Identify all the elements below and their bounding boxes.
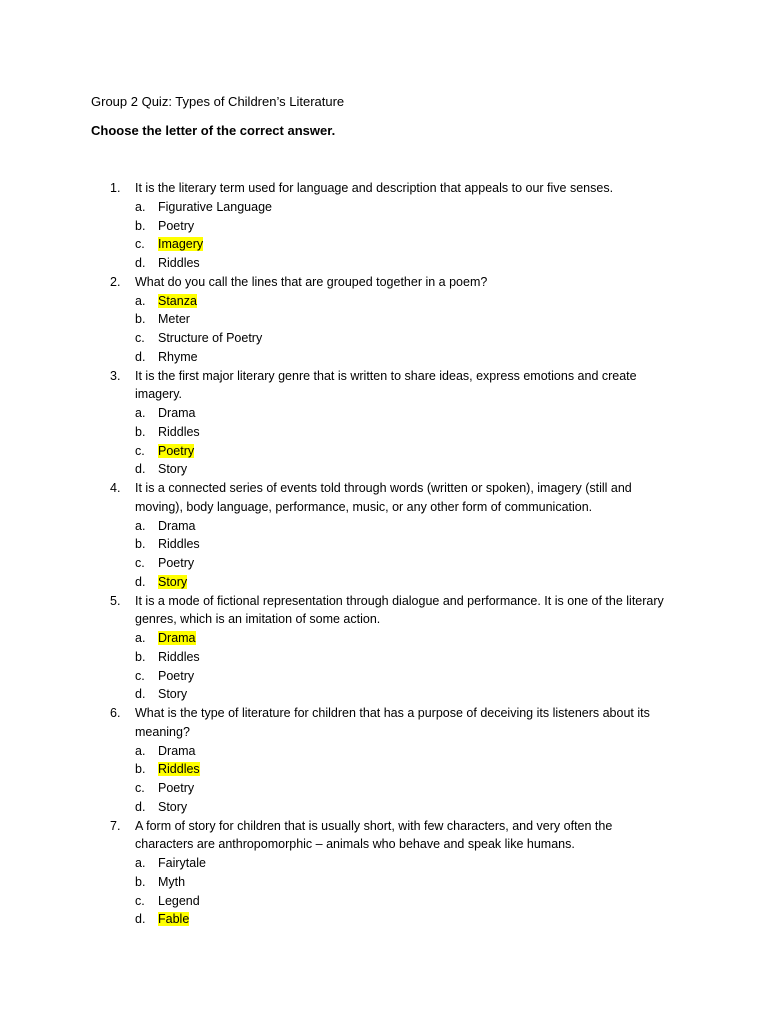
- answer-option: [135, 517, 670, 536]
- answer-options: [135, 854, 670, 929]
- question-item: [110, 704, 670, 817]
- answer-option: [135, 779, 670, 798]
- answer-option: [135, 292, 670, 311]
- correct-answer-highlight: Fable: [158, 912, 190, 927]
- question-number: 4.: [110, 481, 121, 495]
- question-item: [110, 367, 670, 480]
- question-text: It is the first major literary genre that is written to share ideas, express emotions and create imagery.: [135, 368, 637, 402]
- option-text: Poetry: [158, 218, 195, 233]
- option-letter: d.: [135, 687, 146, 702]
- option-letter: b.: [135, 649, 146, 664]
- option-letter: c.: [135, 668, 145, 683]
- option-letter: c.: [135, 893, 145, 908]
- option-letter: b.: [135, 218, 146, 233]
- option-text: Riddles: [158, 537, 200, 552]
- correct-answer-highlight: Riddles: [158, 762, 200, 777]
- question-item: [110, 179, 670, 273]
- option-letter: b.: [135, 312, 146, 327]
- option-letter: d.: [135, 912, 146, 927]
- answer-option: [135, 648, 670, 667]
- answer-options: [135, 629, 670, 704]
- answer-option: [135, 348, 670, 367]
- option-text: Poetry: [158, 781, 195, 795]
- correct-answer-highlight: Story: [158, 574, 188, 589]
- answer-option: [135, 685, 670, 704]
- answer-option: [135, 217, 670, 236]
- option-text: Poetry: [158, 556, 195, 570]
- option-text: Poetry: [158, 668, 195, 683]
- answer-option: [135, 460, 670, 479]
- option-letter: c.: [135, 781, 145, 795]
- option-letter: d.: [135, 256, 146, 270]
- question-item: [110, 817, 670, 930]
- answer-option: [135, 892, 670, 911]
- answer-option: [135, 310, 670, 329]
- option-letter: b.: [135, 874, 146, 889]
- correct-answer-highlight: Imagery: [158, 237, 204, 252]
- question-item: [110, 479, 670, 592]
- option-text: Riddles: [158, 649, 200, 664]
- answer-options: [135, 198, 670, 273]
- answer-option: [135, 235, 670, 254]
- option-text: Drama: [158, 743, 196, 758]
- answer-options: [135, 404, 670, 479]
- option-text: Drama: [158, 518, 196, 533]
- option-letter: b.: [135, 537, 146, 552]
- question-text: What do you call the lines that are grouped together in a poem?: [135, 274, 488, 289]
- answer-option: [135, 404, 670, 423]
- question-text: It is the literary term used for language and description that appeals to our five senses.: [135, 181, 614, 195]
- option-text: Story: [158, 799, 188, 814]
- answer-option: [135, 873, 670, 892]
- option-letter: d.: [135, 574, 146, 589]
- answer-option: [135, 798, 670, 817]
- option-letter: d.: [135, 349, 146, 364]
- answer-options: [135, 742, 670, 817]
- option-text: Riddles: [158, 256, 200, 270]
- question-text: A form of story for children that is usually short, with few characters, and very often the characters are anthropomorphic – animals who behave and speak like humans.: [135, 818, 613, 852]
- option-letter: d.: [135, 799, 146, 814]
- option-letter: d.: [135, 462, 146, 477]
- correct-answer-highlight: Stanza: [158, 293, 197, 308]
- answer-options: [135, 292, 670, 367]
- answer-option: [135, 667, 670, 686]
- answer-option: [135, 910, 670, 929]
- answer-option: [135, 854, 670, 873]
- option-text: Riddles: [158, 424, 200, 439]
- option-letter: a.: [135, 406, 146, 420]
- option-letter: a.: [135, 293, 146, 308]
- question-number: 3.: [110, 368, 121, 383]
- answer-option: [135, 629, 670, 648]
- option-letter: b.: [135, 424, 146, 439]
- question-text: It is a connected series of events told through words (written or spoken), imagery (still and moving), body language, performance, music, or any other form of communication.: [135, 481, 632, 514]
- answer-option: [135, 742, 670, 761]
- quiz-title: Group 2 Quiz: Types of Children’s Literature: [91, 94, 345, 109]
- option-text: Drama: [158, 406, 196, 420]
- option-letter: a.: [135, 631, 146, 645]
- answer-option: [135, 535, 670, 554]
- answer-option: [135, 198, 670, 217]
- option-letter: c.: [135, 331, 145, 345]
- question-number: 1.: [110, 181, 121, 195]
- option-letter: b.: [135, 762, 146, 777]
- option-letter: c.: [135, 237, 145, 252]
- question-text: What is the type of literature for children that has a purpose of deceiving its listeners about its meaning?: [135, 706, 650, 739]
- correct-answer-highlight: Poetry: [158, 443, 195, 458]
- option-text: Structure of Poetry: [158, 331, 263, 345]
- option-letter: a.: [135, 199, 146, 214]
- option-text: Legend: [158, 893, 200, 908]
- option-letter: a.: [135, 518, 146, 533]
- option-letter: c.: [135, 556, 145, 570]
- answer-option: [135, 573, 670, 592]
- option-text: Story: [158, 462, 188, 477]
- option-text: Myth: [158, 874, 186, 889]
- question-item: [110, 592, 670, 705]
- answer-option: [135, 760, 670, 779]
- question-number: 2.: [110, 274, 121, 289]
- option-letter: a.: [135, 856, 146, 870]
- option-text: Meter: [158, 312, 190, 327]
- question-item: [110, 273, 670, 367]
- option-text: Fairytale: [158, 856, 206, 870]
- option-letter: a.: [135, 743, 146, 758]
- answer-option: [135, 442, 670, 461]
- option-text: Story: [158, 687, 188, 702]
- answer-option: [135, 423, 670, 442]
- question-text: It is a mode of fictional representation through dialogue and performance. It is one of the literary genres, which is an imitation of some action.: [135, 593, 664, 627]
- question-list: [110, 179, 670, 929]
- quiz-instructions: Choose the letter of the correct answer.: [91, 123, 336, 138]
- answer-option: [135, 254, 670, 273]
- question-number: 6.: [110, 706, 121, 720]
- option-text: Rhyme: [158, 349, 198, 364]
- answer-option: [135, 554, 670, 573]
- question-number: 7.: [110, 818, 121, 833]
- option-text: Figurative Language: [158, 199, 272, 214]
- answer-options: [135, 517, 670, 592]
- correct-answer-highlight: Drama: [158, 631, 196, 645]
- answer-option: [135, 329, 670, 348]
- question-number: 5.: [110, 593, 121, 608]
- option-letter: c.: [135, 443, 145, 458]
